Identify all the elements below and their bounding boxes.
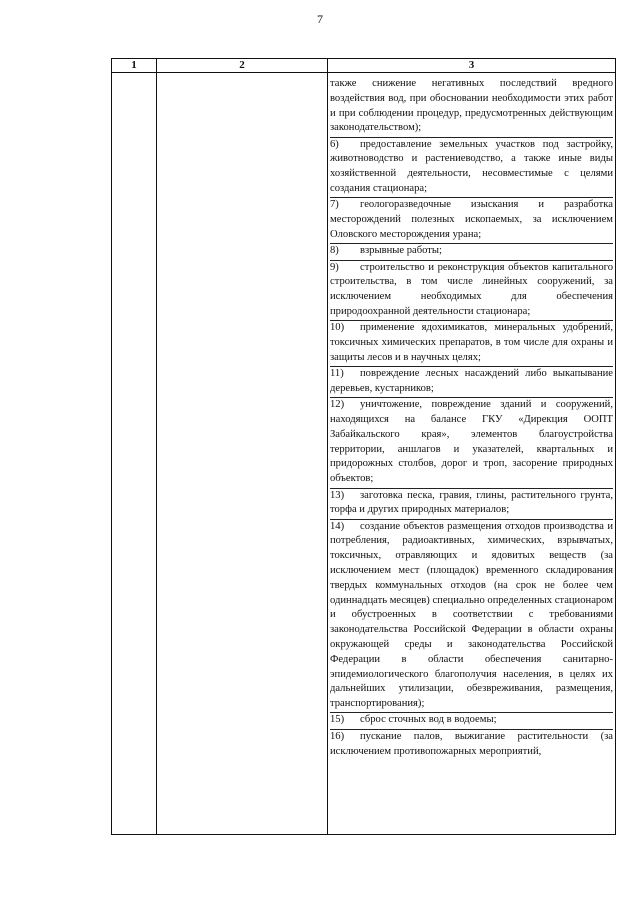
list-item — [330, 729, 613, 760]
column-2-cell — [157, 73, 328, 835]
table-row — [112, 73, 616, 835]
item-text: уничтожение, повреждение зданий и сооружений, находящихся на балансе ГКУ «Дирекция ООПТ Забайкальского края», элементов благоустройства территории, аншлагов и указателей, квартальных и придорожных столбов, дорог и троп, засорение природных объектов; — [330, 399, 613, 485]
item-text: применение ядохимикатов, минеральных удобрений, токсичных химических препаратов, в том числе для охраны и защиты лесов и в научных целях; — [330, 322, 613, 363]
item-text: взрывные работы; — [360, 245, 442, 257]
page-number: 7 — [317, 12, 323, 26]
column-3-cell — [328, 73, 616, 835]
column-header-1: 1 — [112, 59, 157, 73]
item-number: 16) — [330, 730, 345, 742]
item-number: 8) — [330, 245, 339, 257]
item-text: пускание палов, выжигание растительности (за исключением противопожарных мероприятий, — [330, 730, 613, 757]
item-text: геологоразведочные изыскания и разработка месторождений полезных ископаемых, за исключением Оловского месторождения урана; — [330, 199, 613, 240]
item-number: 6) — [330, 138, 339, 150]
item-number: 13) — [330, 489, 345, 501]
list-item — [330, 712, 613, 728]
item-text: заготовка песка, гравия, глины, растительного грунта, торфа и других природных материалов; — [330, 489, 613, 516]
list-item — [330, 488, 613, 519]
list-item — [330, 397, 613, 487]
list-item — [330, 76, 613, 136]
item-text: создание объектов размещения отходов производства и потребления, радиоактивных, химических, взрывчатых, токсичных, отравляющих и ядовитых веществ (за исключением мест (площадок) временного складирования твердых коммунальных отходов (на срок не более чем одиннадцать месяцев) специально определенных стационаром и обустроенных в соответствии с требованиями законодательства Российской Федерации в области охраны окружающей среды и законодательства Российской Федерации в области обеспечения санитарно-эпидемиологического благополучия населения, в целях их дальнейших утилизации, обезвреживания, размещения, транспортирования); — [330, 520, 613, 710]
item-number: 15) — [330, 714, 345, 726]
item-number: 12) — [330, 399, 345, 411]
item-number: 7) — [330, 199, 339, 211]
item-text: сброс сточных вод в водоемы; — [360, 714, 497, 726]
item-text: строительство и реконструкция объектов капитального строительства, в том числе линейных сооружений, за исключением необходимых для обеспечения природоохранной деятельности стационара; — [330, 261, 613, 317]
list-item — [330, 243, 613, 259]
list-item — [330, 137, 613, 197]
list-item — [330, 260, 613, 320]
list-item — [330, 519, 613, 712]
column-header-2: 2 — [157, 59, 328, 73]
list-item — [330, 320, 613, 365]
item-text: также снижение негативных последствий вредного воздействия вод, при обосновании необходимости этих работ и при соблюдении процедур, предусмотренных действующим законодательством); — [330, 78, 613, 134]
list-item — [330, 197, 613, 242]
item-text: предоставление земельных участков под застройку, животноводство и растениеводство, а также иные виды хозяйственной деятельности, несовместимые с целями создания стационара; — [330, 138, 613, 195]
prohibitions-list — [330, 76, 613, 759]
item-text: повреждение лесных насаждений либо выкапывание деревьев, кустарников; — [330, 368, 613, 394]
regulations-table — [111, 58, 616, 835]
item-number: 10) — [330, 322, 345, 334]
item-number: 11) — [330, 368, 344, 380]
list-item — [330, 366, 613, 397]
table-header-row — [112, 59, 616, 73]
item-number: 9) — [330, 261, 339, 273]
column-header-3: 3 — [328, 59, 616, 73]
item-number: 14) — [330, 520, 345, 532]
column-1-cell — [112, 73, 157, 835]
